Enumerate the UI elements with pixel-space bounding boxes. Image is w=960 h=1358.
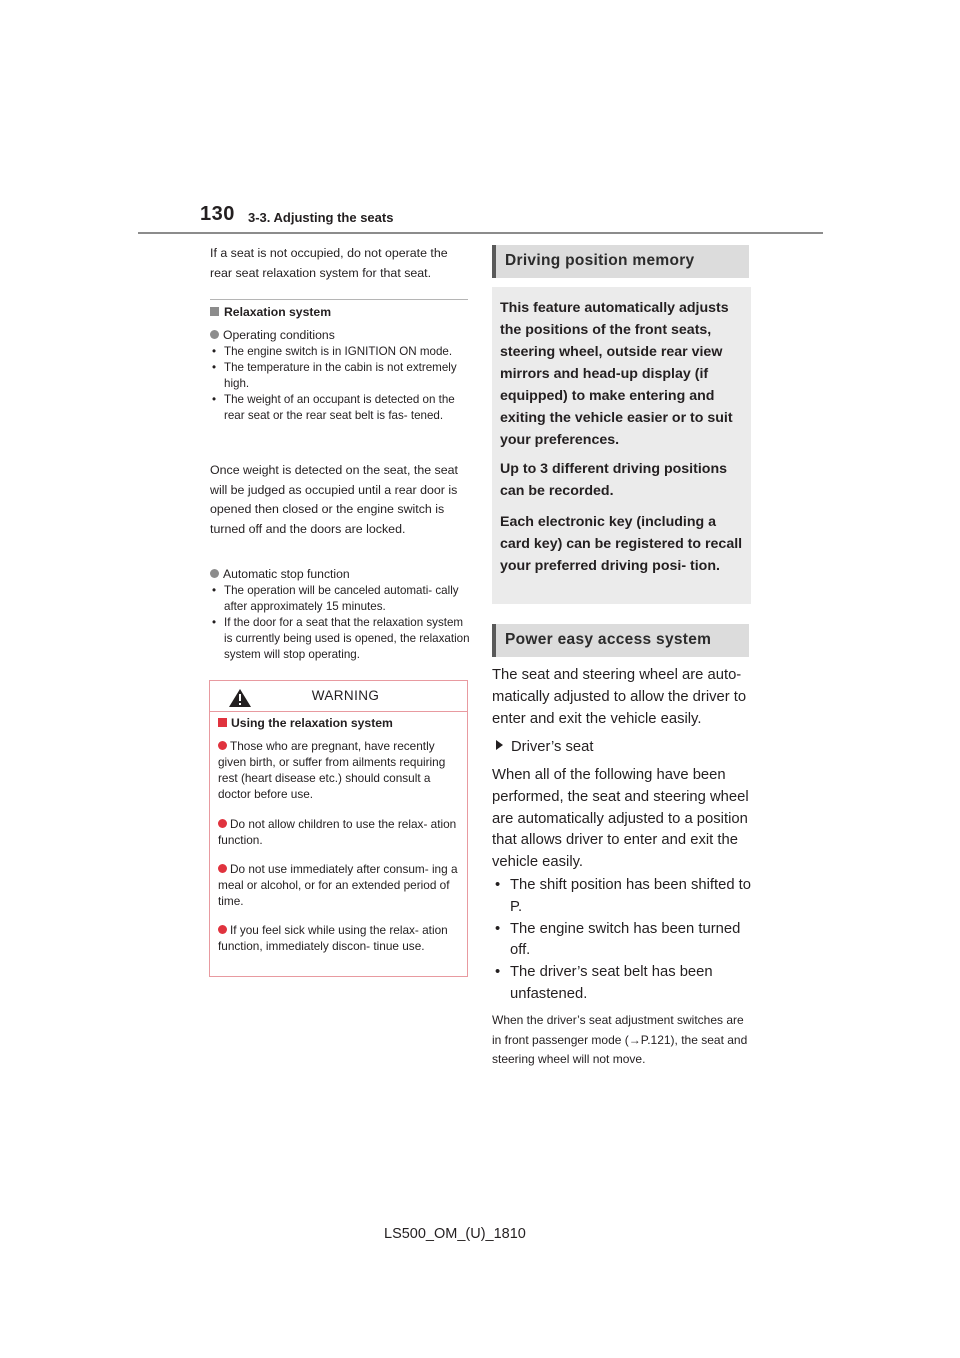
relaxation-subheading-label: Relaxation system (224, 305, 332, 319)
note-paragraph: When the driver’s seat adjustment switches are in front passenger mode (→P.121), the seat and steering wheel will not move. (492, 1013, 748, 1066)
auto-stop-list (210, 583, 472, 663)
list-item: • The operation will be canceled automati- cally after approximately 15 minutes. (210, 583, 472, 615)
memory-paragraph: Each electronic key (including a card key) can be registered to recall your preferred driving posi- tion. (500, 514, 743, 574)
warning-item-text: Do not use immediately after consum- ing a meal or alcohol, or for an extended period of time. (218, 862, 458, 908)
memory-paragraph: This feature automatically adjusts the positions of the front seats, steering wheel, outside rear view mirrors and head-up display (if equipped) to make entering and exiting the vehicle easier or to suit your preferences. (500, 300, 733, 448)
warning-item-text: If you feel sick while using the relax- ation function, immediately discon- tinue use. (218, 923, 448, 953)
warning-header (210, 681, 467, 712)
memory-heading: Driving position memory (505, 252, 695, 269)
operating-conditions-heading (210, 328, 470, 342)
warning-item-text: Those who are pregnant, have recently given birth, or suffer from ailments requiring rest (heart disease etc.) should consult a doctor before use. (218, 739, 446, 801)
memory-paragraph: Up to 3 different driving positions can be recorded. (500, 461, 727, 499)
access-heading: Power easy access system (505, 631, 712, 648)
divider (210, 299, 468, 300)
drivers-conditions-list (492, 875, 752, 1006)
page-number: 130 (200, 203, 235, 225)
list-item: • The weight of an occupant is detected on the rear seat or the rear seat belt is fas- tened. (210, 392, 472, 424)
triangle-bullet-icon (496, 740, 503, 750)
warning-item (218, 816, 464, 848)
warning-item-text: Do not allow children to use the relax- ation function. (218, 817, 457, 847)
access-heading-bar (492, 624, 749, 657)
section-title: 3-3. Adjusting the seats (248, 210, 394, 225)
footer-code: LS500_OM_(U)_1810 (384, 1226, 526, 1242)
warning-box (209, 680, 468, 977)
drivers-paragraph: When all of the following have been performed, the seat and steering wheel are automatically adjusted to a position that allows driver to enter and exit the vehicle easily. (492, 767, 749, 871)
circle-bullet-icon (218, 819, 227, 828)
access-intro: The seat and steering wheel are auto- matically adjusted to allow the driver to enter and exit the vehicle easily. (492, 667, 747, 727)
square-bullet-icon (218, 718, 227, 727)
list-item: • The temperature in the cabin is not extremely high. (210, 360, 472, 392)
warning-subheading (218, 716, 393, 730)
relaxation-subheading (210, 305, 470, 319)
warning-item (218, 861, 464, 909)
list-item: • The engine switch is in IGNITION ON mode. (210, 344, 472, 360)
memory-heading-bar (492, 245, 749, 278)
drivers-seat-label: Driver’s seat (511, 739, 594, 755)
list-item: • The engine switch has been turned off. (492, 919, 752, 963)
list-item: • If the door for a seat that the relaxation system is currently being used is opened, the relaxation system will stop operating. (210, 615, 472, 663)
operating-conditions-label: Operating conditions (223, 328, 335, 342)
header-rule (138, 232, 823, 234)
warning-subheading-label: Using the relaxation system (231, 716, 393, 730)
memory-panel (492, 287, 751, 604)
drivers-seat-heading (492, 737, 752, 759)
circle-bullet-icon (210, 569, 219, 578)
square-bullet-icon (210, 307, 219, 316)
weight-paragraph: Once weight is detected on the seat, the seat will be judged as occupied until a rear door is opened then closed or the engine switch is turned off and the doors are locked. (210, 463, 458, 536)
auto-stop-label: Automatic stop function (223, 567, 350, 581)
operating-conditions-list (210, 344, 472, 424)
list-item: • The shift position has been shifted to P. (492, 875, 752, 919)
circle-bullet-icon (218, 925, 227, 934)
intro-paragraph: If a seat is not occupied, do not operate the rear seat relaxation system for that seat. (210, 246, 448, 280)
auto-stop-heading (210, 567, 470, 581)
circle-bullet-icon (218, 741, 227, 750)
circle-bullet-icon (218, 864, 227, 873)
warning-item (218, 922, 464, 954)
warning-title: WARNING (311, 688, 380, 703)
warning-item (218, 738, 464, 802)
list-item: • The driver’s seat belt has been unfastened. (492, 962, 752, 1006)
circle-bullet-icon (210, 330, 219, 339)
